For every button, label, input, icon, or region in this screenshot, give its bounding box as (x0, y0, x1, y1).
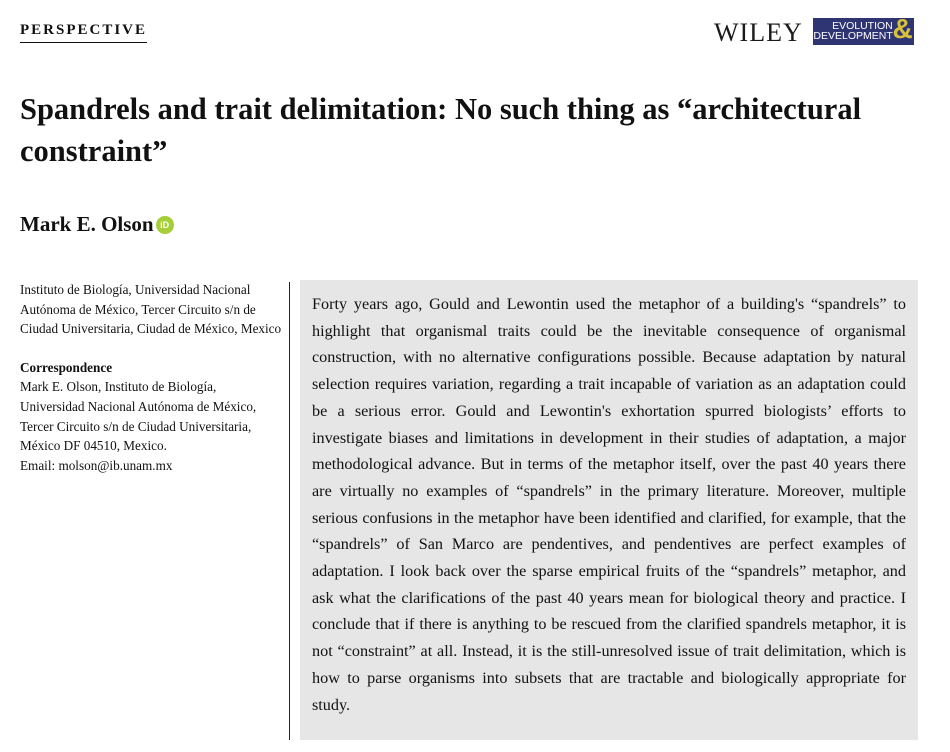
affiliation-institution: Instituto de Biología, Universidad Nacional Autónoma de México, Tercer Circuito s/n de Ciudad Universitaria, Ciudad de México, Mexico (20, 282, 282, 337)
correspondence-heading: Correspondence (20, 359, 113, 375)
abstract-text: Forty years ago, Gould and Lewontin used the metaphor of a building's “spandrels” to highlight that organismal traits could be the inevitable consequence of organismal construction, with no alternative configurations possible. Because adaptation by natural selection requires variation, regarding a trait incapable of variation as an adaptation could be a serious error. Gould and Lewontin's exhortation spurred biologists’ efforts to investigate biases and limitations in development in their studies of adaptation, a major methodological advance. But in terms of the metaphor itself, over the past 40 years there are virtually no examples of “spandrels” in the primary literature. Moreover, multiple serious confusions in the metaphor have been identified and clarified, for example, that the “spandrels” of San Marco are pendentives, and pendentives are perfect examples of adaptation. I look back over the sparse empirical fruits of the “spandrels” metaphor, and ask what the clarifications of the past 40 years mean for biological theory and practice. I conclude that if there is anything to be rescued from the clarified spandrels metaphor, it is not “constraint” at all. Instead, it is the still-unresolved issue of trait delimitation, which is how to parse organisms into subsets that are tractable and biologically appropriate for study. (312, 295, 906, 714)
journal-logo-line2: DEVELOPMENT (813, 30, 893, 42)
publisher-branding (714, 14, 914, 48)
author-line (20, 211, 174, 237)
section-label: PERSPECTIVE (20, 21, 147, 43)
orcid-icon[interactable]: iD (156, 216, 174, 234)
correspondence-email[interactable]: Email: molson@ib.unam.mx (20, 457, 173, 473)
journal-logo-ampersand: & (892, 12, 913, 44)
wiley-logo: WILEY (714, 18, 803, 47)
journal-logo-text (813, 21, 893, 42)
journal-logo (813, 12, 914, 45)
journal-logo-line1: EVOLUTION (832, 19, 893, 32)
correspondence-text: Mark E. Olson, Instituto de Biología, Universidad Nacional Autónoma de México, Tercer Circuito s/n de Ciudad Universitaria, México DF 04510, Mexico. (20, 379, 257, 454)
article-title: Spandrels and trait delimitation: No such thing as “architectural constraint” (20, 92, 862, 168)
author-name: Mark E. Olson (20, 212, 154, 236)
abstract-box (300, 280, 918, 740)
column-divider (289, 282, 290, 740)
affiliation-column (20, 280, 282, 475)
